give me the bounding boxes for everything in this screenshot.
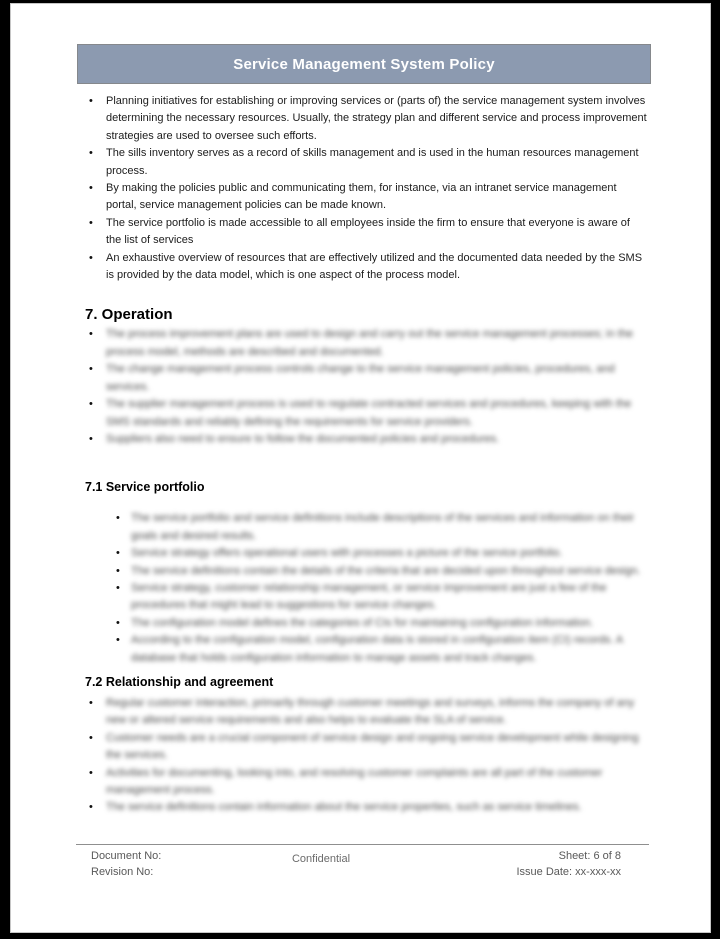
blurred-bullet-text: Service strategy, customer relationship management, or service improvement are just a few of the procedures that might lead to suggestions for service changes. [131, 581, 607, 612]
bullet-item [11, 730, 710, 765]
bullet-icon: • [116, 616, 120, 629]
bullet-item [11, 615, 710, 632]
blurred-bullet-text: The service definitions contain information about the service properties, such as service timelines. [106, 801, 582, 814]
bullet-text: Planning initiatives for establishing or improving services or (parts of) the service management system involves determining the necessary resources. Usually, the strategy plan and different service and process improvement strategies are used to oversee such efforts. [106, 95, 647, 142]
bullet-icon: • [89, 182, 93, 195]
bullet-text: An exhaustive overview of resources that are effectively utilized and the documented data needed by the SMS is provided by the data model, which is one aspect of the process model. [106, 251, 643, 282]
bullet-text: By making the policies public and communicating them, for instance, via an intranet service management portal, service management policies can be made known. [106, 182, 617, 212]
bullet-icon: • [89, 696, 93, 709]
bullet-icon: • [89, 801, 93, 814]
blurred-bullet-text: The process improvement plans are used to design and carry out the service management processes; in the process model, methods are described and documented. [106, 328, 634, 358]
bullet-icon: • [89, 432, 93, 445]
bullet-icon: • [116, 547, 120, 560]
bullet-icon: • [89, 363, 93, 376]
bullet-item [11, 695, 710, 730]
bullet-item [11, 326, 710, 361]
section-heading-relationship: 7.2 Relationship and agreement [85, 674, 274, 689]
bullet-item [11, 361, 710, 396]
blurred-bullet-text: The change management process controls change to the service management policies, procedures, and services. [106, 363, 615, 393]
bullet-icon: • [116, 634, 120, 647]
bullet-item [11, 545, 710, 562]
revision-no-label: Revision No: [91, 865, 154, 878]
bullet-icon: • [89, 766, 93, 779]
service-portfolio-bullet-list [11, 510, 710, 667]
blurred-bullet-text: Activities for documenting, looking into, and resolving customer complaints are all part of the customer management process. [106, 766, 603, 796]
document-title-banner [77, 44, 651, 84]
blurred-bullet-text: The service portfolio and service definitions include descriptions of the services and information on their goals and desired results. [131, 512, 635, 542]
bullet-icon: • [89, 216, 93, 229]
bullet-item [11, 250, 710, 285]
bullet-item [11, 215, 710, 250]
bullet-icon: • [89, 731, 93, 744]
issue-date: Issue Date: xx-xxx-xx [516, 865, 621, 878]
bullet-item [11, 431, 710, 448]
bullet-item [11, 563, 710, 580]
operation-bullet-list [11, 326, 710, 448]
page-footer [76, 844, 649, 880]
blurred-bullet-text: Customer needs are a crucial component of service design and ongoing service development while designing the services. [106, 731, 639, 762]
blurred-bullet-text: The service definitions contain the details of the criteria that are decided upon throughout service design. [131, 564, 641, 577]
bullet-icon: • [89, 147, 93, 160]
bullet-item [11, 510, 710, 545]
relationship-bullet-list [11, 695, 710, 817]
section-heading-operation: 7. Operation [85, 306, 173, 324]
bullet-item [11, 632, 710, 667]
bullet-icon: • [89, 328, 93, 341]
bullet-text: The sills inventory serves as a record of skills management and is used in the human resources management process. [106, 147, 639, 177]
bullet-icon: • [89, 251, 93, 264]
blurred-bullet-text: The supplier management process is used to regulate contracted services and procedures, keeping with the SMS standards and reliably defining the requirements for service providers. [106, 398, 632, 428]
sheet-number: Sheet: 6 of 8 [558, 849, 621, 862]
blurred-bullet-text: Service strategy offers operational users with processes a picture of the service portfolio. [131, 547, 563, 560]
blurred-bullet-text: Suppliers also need to ensure to follow the documented policies and procedures. [106, 432, 500, 445]
blurred-bullet-text: Regular customer interaction, primarily through customer meetings and surveys, informs the company of any new or altered service requirements and also helps to evaluate the SLA of service. [106, 696, 635, 727]
bullet-icon: • [116, 564, 120, 577]
confidential-label: Confidential [291, 852, 351, 865]
bullet-item [11, 145, 710, 180]
document-page [10, 3, 711, 933]
section-heading-service-portfolio: 7.1 Service portfolio [85, 480, 205, 495]
bullet-item [11, 93, 710, 145]
bullet-item [11, 580, 710, 615]
footer-left [91, 848, 161, 880]
bullet-item [11, 396, 710, 431]
bullet-icon: • [89, 95, 93, 107]
document-no-label: Document No: [91, 849, 162, 862]
bullet-icon: • [116, 581, 120, 594]
bullet-item [11, 799, 710, 816]
bullet-icon: • [89, 398, 93, 411]
footer-right [516, 848, 649, 880]
blurred-bullet-text: According to the configuration model, configuration data is stored in configuration item (CI) records. A database that holds configuration information to manage assets and track changes. [131, 634, 623, 664]
bullet-text: The service portfolio is made accessible to all employees inside the firm to ensure that everyone is aware of the list of services [106, 216, 630, 247]
bullet-item [11, 765, 710, 800]
bullet-item [11, 180, 710, 215]
blurred-bullet-text: The configuration model defines the categories of CIs for maintaining configuration information. [131, 616, 594, 629]
intro-bullet-list [11, 93, 710, 284]
document-title: Service Management System Policy [233, 55, 495, 73]
bullet-icon: • [116, 512, 120, 525]
